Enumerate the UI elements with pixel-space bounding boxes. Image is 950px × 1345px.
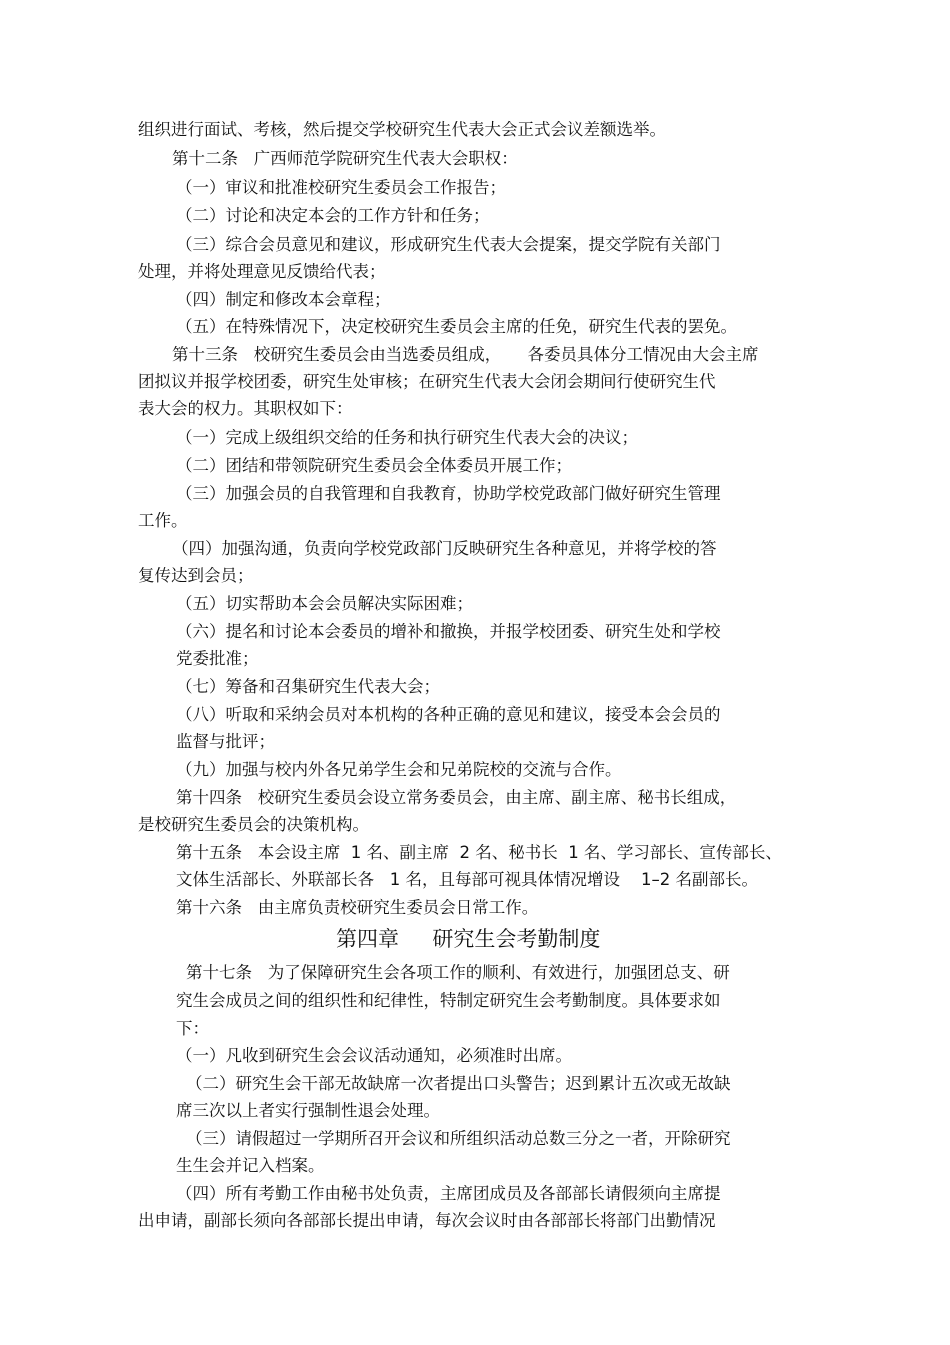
text-line: 工作。 — [138, 511, 188, 530]
chapter-heading: 第四章 研究生会考勤制度 — [336, 927, 601, 951]
article-14-heading: 第十四条 校研究生委员会设立常务委员会，由主席、副主席、秘书长组成， — [176, 788, 737, 807]
article-16-heading: 第十六条 由主席负责校研究生委员会日常工作。 — [176, 898, 539, 917]
list-item: （七）筹备和召集研究生代表大会； — [176, 677, 440, 696]
text-line: 复传达到会员； — [138, 566, 254, 585]
list-item: （一）审议和批准校研究生委员会工作报告； — [176, 178, 506, 197]
text-line: 究生会成员之间的组织性和纪律性，特制定研究生会考勤制度。具体要求如 — [176, 991, 721, 1010]
list-item: （二）团结和带领院研究生委员会全体委员开展工作； — [176, 456, 572, 475]
list-item: （四）所有考勤工作由秘书处负责，主席团成员及各部部长请假须向主席提 — [176, 1184, 721, 1203]
list-item: （三）加强会员的自我管理和自我教育，协助学校党政部门做好研究生管理 — [176, 484, 721, 503]
text-line: 出申请，副部长须向各部部长提出申请，每次会议时由各部部长将部门出勤情况 — [138, 1211, 716, 1230]
text-line: 处理，并将处理意见反馈给代表； — [138, 262, 386, 281]
text-line: 席三次以上者实行强制性退会处理。 — [176, 1101, 440, 1120]
list-item: （三）请假超过一学期所召开会议和所组织活动总数三分之一者，开除研究 — [186, 1129, 731, 1148]
text-line: 是校研究生委员会的决策机构。 — [138, 815, 369, 834]
article-17-heading: 第十七条 为了保障研究生会各项工作的顺利、有效进行，加强团总支、研 — [186, 963, 730, 982]
list-item: （六）提名和讨论本会委员的增补和撤换，并报学校团委、研究生处和学校 — [176, 622, 721, 641]
list-item: （二）讨论和决定本会的工作方针和任务； — [176, 206, 490, 225]
list-item: （四）制定和修改本会章程； — [176, 290, 391, 309]
text-line: 党委批准； — [176, 649, 259, 668]
article-12-heading: 第十二条 广西师范学院研究生代表大会职权： — [172, 149, 518, 168]
list-item: （二）研究生会干部无故缺席一次者提出口头警告；迟到累计五次或无故缺 — [186, 1074, 731, 1093]
list-item: （八）听取和采纳会员对本机构的各种正确的意见和建议，接受本会会员的 — [176, 705, 721, 724]
text-line: 组织进行面试、考核，然后提交学校研究生代表大会正式会议差额选举。 — [138, 120, 666, 139]
text-line: 生生会并记入档案。 — [176, 1156, 325, 1175]
list-item: （一）完成上级组织交给的任务和执行研究生代表大会的决议； — [176, 428, 638, 447]
text-line: 文体生活部长、外联部长各 1 名，且每部可视具体情况增设 1–2 名副部长。 — [176, 870, 758, 889]
list-item: （一）凡收到研究生会会议活动通知，必须准时出席。 — [176, 1046, 572, 1065]
list-item: （三）综合会员意见和建议，形成研究生代表大会提案，提交学院有关部门 — [176, 235, 721, 254]
article-13-heading: 第十三条 校研究生委员会由当选委员组成， 各委员具体分工情况由大会主席 — [172, 345, 759, 364]
text-line: 表大会的权力。其职权如下： — [138, 399, 353, 418]
list-item: （九）加强与校内外各兄弟学生会和兄弟院校的交流与合作。 — [176, 760, 622, 779]
text-line: 监督与批评； — [176, 732, 275, 751]
text-line: 团拟议并报学校团委，研究生处审核；在研究生代表大会闭会期间行使研究生代 — [138, 372, 716, 391]
list-item: （四）加强沟通，负责向学校党政部门反映研究生各种意见，并将学校的答 — [172, 539, 717, 558]
list-item: （五）切实帮助本会会员解决实际困难； — [176, 594, 473, 613]
text-line: 下： — [176, 1019, 209, 1038]
list-item: （五）在特殊情况下，决定校研究生委员会主席的任免，研究生代表的罢免。 — [176, 317, 737, 336]
article-15-heading: 第十五条 本会设主席 1 名、副主席 2 名、秘书长 1 名、学习部长、宣传部长、 — [176, 843, 782, 862]
